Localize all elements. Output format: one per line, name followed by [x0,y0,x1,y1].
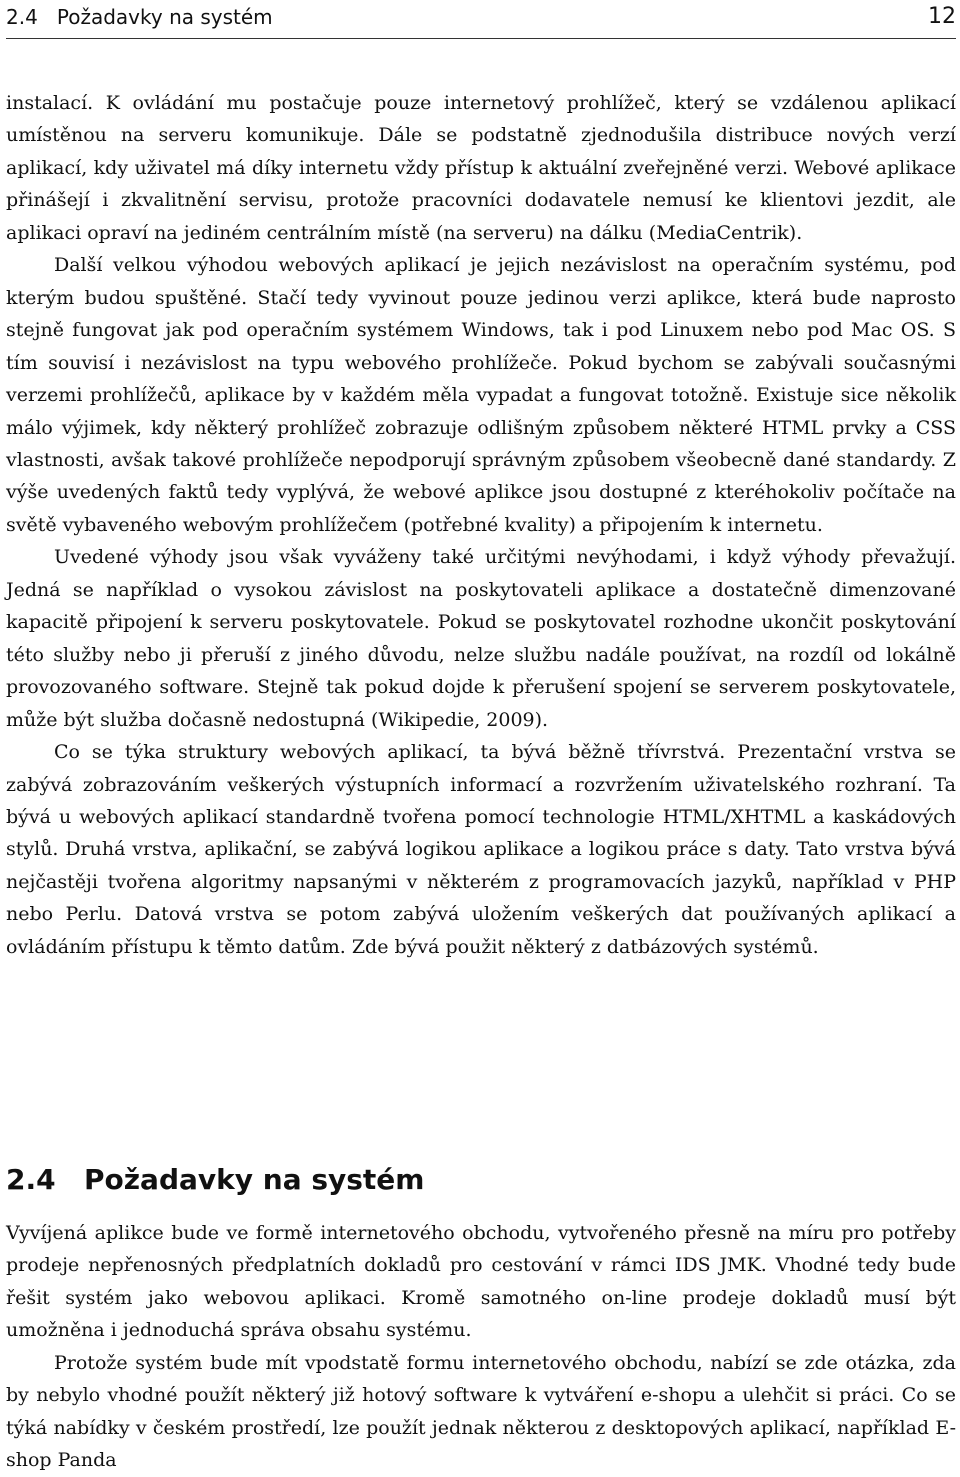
paragraph: Vyvíjená aplikce bude ve formě internetového obchodu, vytvořeného přesně na míru pro potřeby prodeje nepřenosných předplatních dokladů pro cestování v rámci IDS JMK. Vhodné tedy bude řešit systém jako webovou aplikaci. Kromě samotného on-line prodeje dokladů musí být umožněna i jednoduchá správa obsahu systému. [6,1222,956,1342]
paragraph: Protože systém bude mít vpodstatě formu internetového obchodu, nabízí se zde otázka, zda by nebylo vhodné použít některý již hotový software k vytváření e-shopu a ulehčit si práci. Co se týká nabídky v českém prostředí, lze použít jednak některou z desktopových aplikací, například E-shop Panda [6,1351,956,1472]
paragraph: Uvedené výhody jsou však vyváženy také určitými nevýhodami, i když výhody převažují. Jedná se například o vysokou závislost na poskytovateli aplikace a dostatečně dimenzované kapacitě připojení k serveru poskytovatele. Pokud se poskytovatel rozhodne ukončit poskytování této služby nebo ji přeruší z jiného důvodu, nelze službu nadále používat, na rozdíl od lokálně provozovaného software. Stejně tak pokud dojde k přerušení spojení se serverem poskytovatele, může být služba dočasně nedostupná (Wikipedie, 2009). [6,546,956,731]
header-divider [6,38,956,39]
paragraph: Další velkou výhodou webových aplikací je jejich nezávislost na operačním systému, pod kterým budou spuštěné. Stačí tedy vyvinout pouze jedinou verzi aplikce, která bude naprosto stejně fungovat jak pod operačním systémem Windows, tak i pod Linuxem nebo pod Mac OS. S tím souvisí i nezávislost na typu webového prohlížeče. Pokud bychom se zabývali současnými verzemi prohlížečů, aplikace by v každém měla vypadat a fungovat totožně. Existuje sice několik málo výjimek, kdy některý prohlížeč zobrazuje odlišným způsobem některé HTML prvky a CSS vlastnosti, avšak takové prohlížeče nepodporují správným způsobem všeobecně dané standardy. Z výše uvedených faktů tedy vyplývá, že webové aplikce jsou dostupné z kteréhokoliv počítače na světě vybaveného webovým prohlížečem (potřebné kvality) a připojením k internetu. [6,254,956,536]
section-title: Požadavky na systém [84,1163,425,1196]
running-header [6,2,956,32]
paragraph: Co se týka struktury webových aplikací, ta bývá běžně třívrstvá. Prezentační vrstva se zabývá zobrazováním veškerých výstupních informací a rozvržením uživatelského rozhraní. Ta bývá u webových aplikací standardně tvořena pomocí technologie HTML/XHTML a kaskádových stylů. Druhá vrstva, aplikační, se zabývá logikou aplikace a logikou práce s daty. Tato vrstva bývá nejčastěji tvořena algoritmy napsanými v některém z programovacích jazyků, například v PHP nebo Perlu. Datová vrstva se potom zabývá uložením veškerých dat používaných aplikací a ovládáním přístupu k těmto datům. Zde bývá použit některý z datbázových systémů. [6,741,956,958]
page-number: 12 [928,4,956,29]
body-text [6,87,956,963]
section-number: 2.4 [6,1163,56,1196]
running-header-section-title: 2.4 Požadavky na systém [6,5,273,29]
paragraph: instalací. K ovládání mu postačuje pouze internetový prohlížeč, který se vzdálenou aplikací umístěnou na serveru komunikuje. Dále se podstatně zjednodušila distribuce nových verzí aplikací, kdy uživatel má díky internetu vždy přístup k aktuální zveřejněné verzi. Webové aplikace přinášejí i zkvalitnění servisu, protože pracovníci dodavatele nemusí ke klientovi jezdit, ale aplikaci opraví na jediném centrálním místě (na serveru) na dálku (MediaCentrik). [6,92,956,244]
section-text [6,1217,956,1477]
section-heading [6,1158,956,1202]
